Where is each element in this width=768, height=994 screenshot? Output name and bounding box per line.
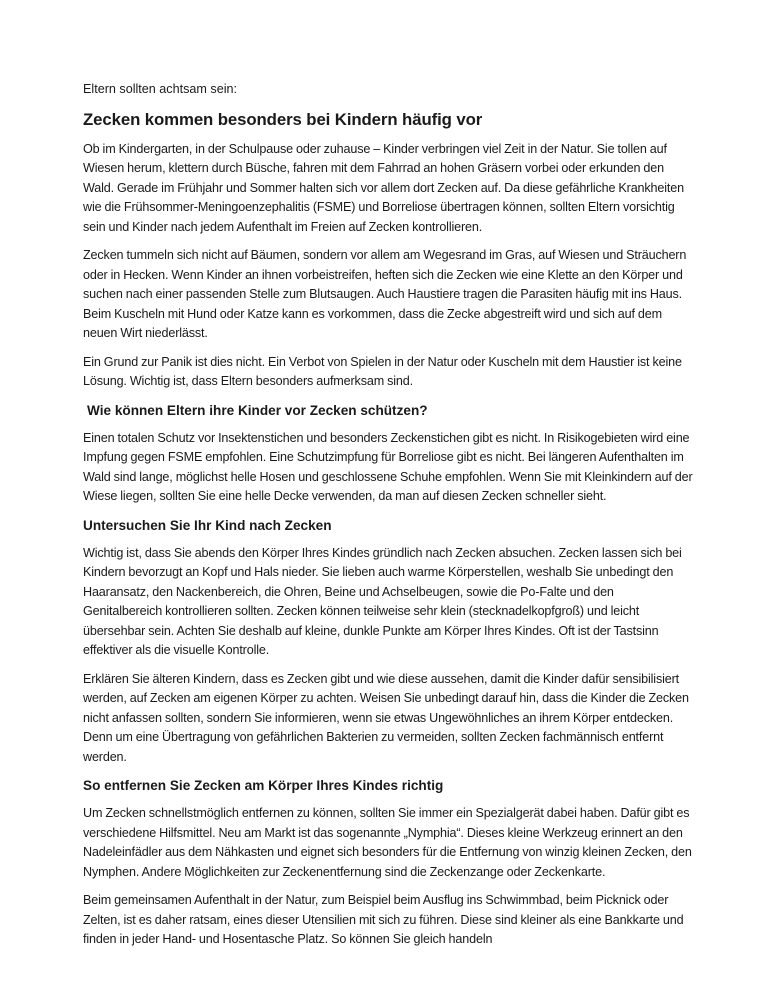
- paragraph: Um Zecken schnellstmöglich entfernen zu können, sollten Sie immer ein Spezialgerät dabei haben. Dafür gibt es verschiedene Hilfsmittel. Neu am Markt ist das sogenannte „Nymphia“. Dieses kleine Werkzeug erinnert an den Nadeleinfädler aus dem Nähkasten und eignet sich besonders für die Entfernung von winzig kleinen Zecken, den Nymphen. Andere Möglichkeiten zur Zeckenentfernung sind die Zeckenzange oder Zeckenkarte.: [83, 806, 692, 879]
- paragraph: Ob im Kindergarten, in der Schulpause oder zuhause – Kinder verbringen viel Zeit in der Natur. Sie tollen auf Wiesen herum, klettern durch Büsche, fahren mit dem Fahrrad an hohen Gräsern vorbei oder erkunden den Wald. Gerade im Frühjahr und Sommer halten sich vor allem dort Zecken auf. Da diese gefährliche Krankheiten wie die Frühsommer-Meningoenzephalitis (FSME) und Borreliose übertragen können, sollten Eltern vorsichtig sein und Kinder nach jedem Aufenthalt im Freien auf Zecken kontrollieren.: [83, 141, 684, 234]
- section-heading-examine: Untersuchen Sie Ihr Kind nach Zecken: [83, 517, 332, 533]
- paragraph: Ein Grund zur Panik ist dies nicht. Ein Verbot von Spielen in der Natur oder Kuscheln mit dem Haustier ist keine Lösung. Wichtig ist, dass Eltern besonders aufmerksam sind.: [83, 354, 682, 388]
- paragraph: Wichtig ist, dass Sie abends den Körper Ihres Kindes gründlich nach Zecken absuchen. Zecken lassen sich bei Kindern bevorzugt an Kopf und Hals nieder. Sie lieben auch warme Körperstellen, weshalb Sie unbedingt den Haaransatz, den Nackenbereich, die Ohren, Beine und Achselbeugen, sowie die Po-Falte und den Genitalbereich kontrollieren sollten. Zecken können teilweise sehr klein (stecknadelkopfgroß) und leicht übersehbar sein. Achten Sie deshalb auf kleine, dunkle Punkte am Körper Ihres Kindes. Oft ist der Tastsinn effektiver als die visuelle Kontrolle.: [83, 545, 682, 657]
- intro-line: Eltern sollten achtsam sein:: [83, 82, 237, 96]
- paragraph: Einen totalen Schutz vor Insektenstichen und besonders Zeckenstichen gibt es nicht. In Risikogebieten wird eine Impfung gegen FSME empfohlen. Eine Schutzimpfung für Borreliose gibt es nicht. Bei längeren Aufenthalten im Wald sind lange, möglichst helle Hosen und geschlossene Schuhe empfohlen. Wenn Sie mit Kleinkindern auf der Wiese liegen, sollten Sie eine helle Decke verwenden, da man auf diesen Zecken schneller sieht.: [83, 430, 693, 503]
- document-page: [83, 80, 695, 959]
- section-heading-removal: So entfernen Sie Zecken am Körper Ihres Kindes richtig: [83, 778, 444, 793]
- paragraph: Erklären Sie älteren Kindern, dass es Zecken gibt und wie diese aussehen, damit die Kinder dafür sensibilisiert werden, auf Zecken am eigenen Körper zu achten. Weisen Sie unbedingt darauf hin, dass die Kinder die Zecken nicht anfassen sollten, sondern Sie informieren, wenn sie etwas Ungewöhnliches an ihrem Körper entdecken. Denn um eine Übertragung von gefährlichen Bakterien zu vermeiden, sollten Zecken fachmännisch entfernt werden.: [83, 671, 689, 764]
- paragraph: Beim gemeinsamen Aufenthalt in der Natur, zum Beispiel beim Ausflug ins Schwimmbad, beim Picknick oder Zelten, ist es daher ratsam, eines dieser Utensilien mit sich zu führen. Diese sind kleiner als eine Bankkarte und finden in jeder Hand- und Hosentasche Platz. So können Sie gleich handeln: [83, 893, 684, 946]
- page-title: Zecken kommen besonders bei Kindern häufig vor: [83, 109, 483, 129]
- section-heading-protection: Wie können Eltern ihre Kinder vor Zecken schützen?: [87, 402, 428, 418]
- paragraph: Zecken tummeln sich nicht auf Bäumen, sondern vor allem am Wegesrand im Gras, auf Wiesen und Sträuchern oder in Hecken. Wenn Kinder an ihnen vorbeistreifen, heften sich die Zecken wie eine Klette an den Körper und suchen nach einer passenden Stelle zum Blutsaugen. Auch Haustiere tragen die Parasiten häufig mit ins Haus. Beim Kuscheln mit Hund oder Katze kann es vorkommen, dass die Zecke abgestreift wird und sich auf dem neuen Wirt niederlässt.: [83, 248, 687, 340]
